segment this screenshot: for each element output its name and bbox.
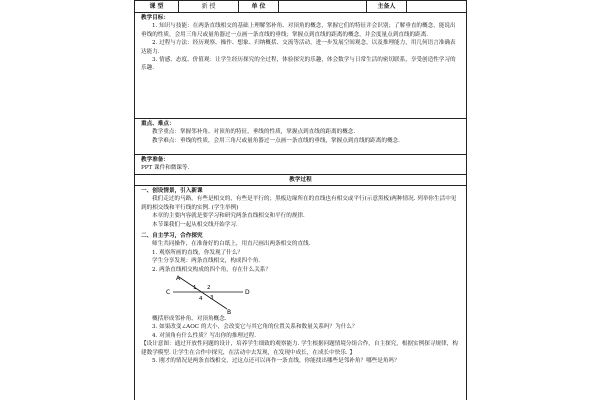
goals-knowledge: 1. 知识与技能：在两条直线相交的基础上理解邻补角、对顶角的概念，掌握它们的特征并会识别；了解垂直的概念，能说出垂线的性质，会用三角尺或量角器过一点画一条直线的垂线；掌握点到直线的距离的概念，并会度量点到直线的距离. bbox=[141, 23, 456, 38]
label-b: B bbox=[227, 309, 232, 316]
section2-q5: 5. 刚才的情况是两条直线相交，过这点还可以再作一条直线，你能找出哪些是邻补角？哪些是角吗？ bbox=[152, 358, 400, 365]
intersecting-lines-diagram bbox=[163, 275, 253, 315]
goals-section bbox=[135, 13, 466, 119]
label-a: A bbox=[176, 275, 181, 283]
prep-section bbox=[135, 155, 466, 175]
line-ab bbox=[179, 277, 227, 309]
label-c: C bbox=[166, 289, 171, 297]
section2-title: 二、自主学习，合作探究 bbox=[141, 233, 203, 240]
angle-1: 1 bbox=[193, 285, 197, 292]
author-label: 主备人 bbox=[367, 1, 407, 12]
section2-intro: 师生共同操作，在准备好的白纸上，用直尺画出两条相交的直线. bbox=[152, 241, 311, 248]
section2-q1: 1. 观察所画的直线，你发现了什么？ bbox=[152, 249, 244, 256]
section2-a1: 学生分享发现：两条直线相交，构成四个角. bbox=[152, 258, 261, 265]
process-body bbox=[135, 186, 466, 400]
prep-content: PPT 课件和微课等. bbox=[141, 165, 190, 172]
goals-emotion: 3. 情感、态度、价值观：让学生经历探究的全过程，体验探究的乐趣，体会数学与日常生活的密切联系，享受创造性学习的乐趣. bbox=[141, 57, 456, 72]
section2-q4: 4. 对顶角有什么性质？写出你的推理过程. bbox=[152, 332, 256, 339]
header-row bbox=[135, 0, 466, 13]
keypoints-focus: 教学重点：掌握邻补角、对顶角的特征，垂线的性质，掌握点到直线的距离的概念. bbox=[152, 129, 356, 136]
goals-process: 2. 过程与方法：经历观察、操作、想象、归纳概括、交流等活动，进一步发展空间观念，以及推理能力，用几何语言准确表达能力. bbox=[141, 40, 456, 55]
section2-design: 【设计意图：通过开放性问题的设计，培养学生细致的观察能力. 学生根据问题情境分组合作，自主探究，根据实例探寻规律，构建数学模型. 让学生在合作中探究，在活动中去发现，在发现中成长，在成长中快乐. 】 bbox=[141, 341, 458, 356]
author-value bbox=[407, 1, 468, 12]
section1-p1: 我们走过的马路，有些是相交的，有些是平行的；黑板边缘所在的直线也有相交或平行(示意黑板)两种情况. 列举你生活中见到的相交线和平行线的实例. (学生举例) bbox=[141, 196, 457, 211]
section1-p3: 本节课我们一起从相交线开始学习. bbox=[152, 221, 238, 228]
keypoints-title: 重点、难点： bbox=[141, 121, 175, 127]
section2-q2: 2. 两条直线相交构成的四个角，存在什么关系？ bbox=[152, 266, 271, 273]
goals-title: 教学目标： bbox=[141, 15, 169, 21]
unit-label: 单 位 bbox=[239, 1, 279, 12]
angle-3: 3 bbox=[210, 295, 214, 302]
unit-value bbox=[279, 1, 367, 12]
label-d: D bbox=[245, 289, 250, 297]
keypoints-difficulty: 教学难点：垂线的性质，会用三角尺或量角器过一点画一条直线的垂线，掌握点到直线的距离的概念. bbox=[152, 137, 400, 144]
angle-2: 2 bbox=[207, 285, 211, 292]
process-title: 教学过程 bbox=[289, 177, 312, 183]
section2-q3: 3. 如果改变∠AOC 的大小，会改变它与其它角的位置关系和数量关系吗？为什么？ bbox=[152, 324, 358, 331]
type-value: 新 授 bbox=[179, 1, 239, 12]
section1-title: 一、创设情景，引入新课 bbox=[141, 188, 203, 194]
lesson-plan-document bbox=[134, 0, 467, 400]
type-label: 课 型 bbox=[135, 1, 179, 12]
keypoints-section bbox=[135, 119, 466, 155]
section2-concept: 概括形成邻补角、对顶角概念. bbox=[152, 316, 227, 323]
prep-title: 教学准备： bbox=[141, 157, 169, 163]
angle-4: 4 bbox=[199, 296, 203, 303]
section1-p2: 本章的主要内容就是要学习和研究两条直线相交和平行的规律. bbox=[152, 213, 305, 220]
process-title-row bbox=[135, 175, 466, 186]
